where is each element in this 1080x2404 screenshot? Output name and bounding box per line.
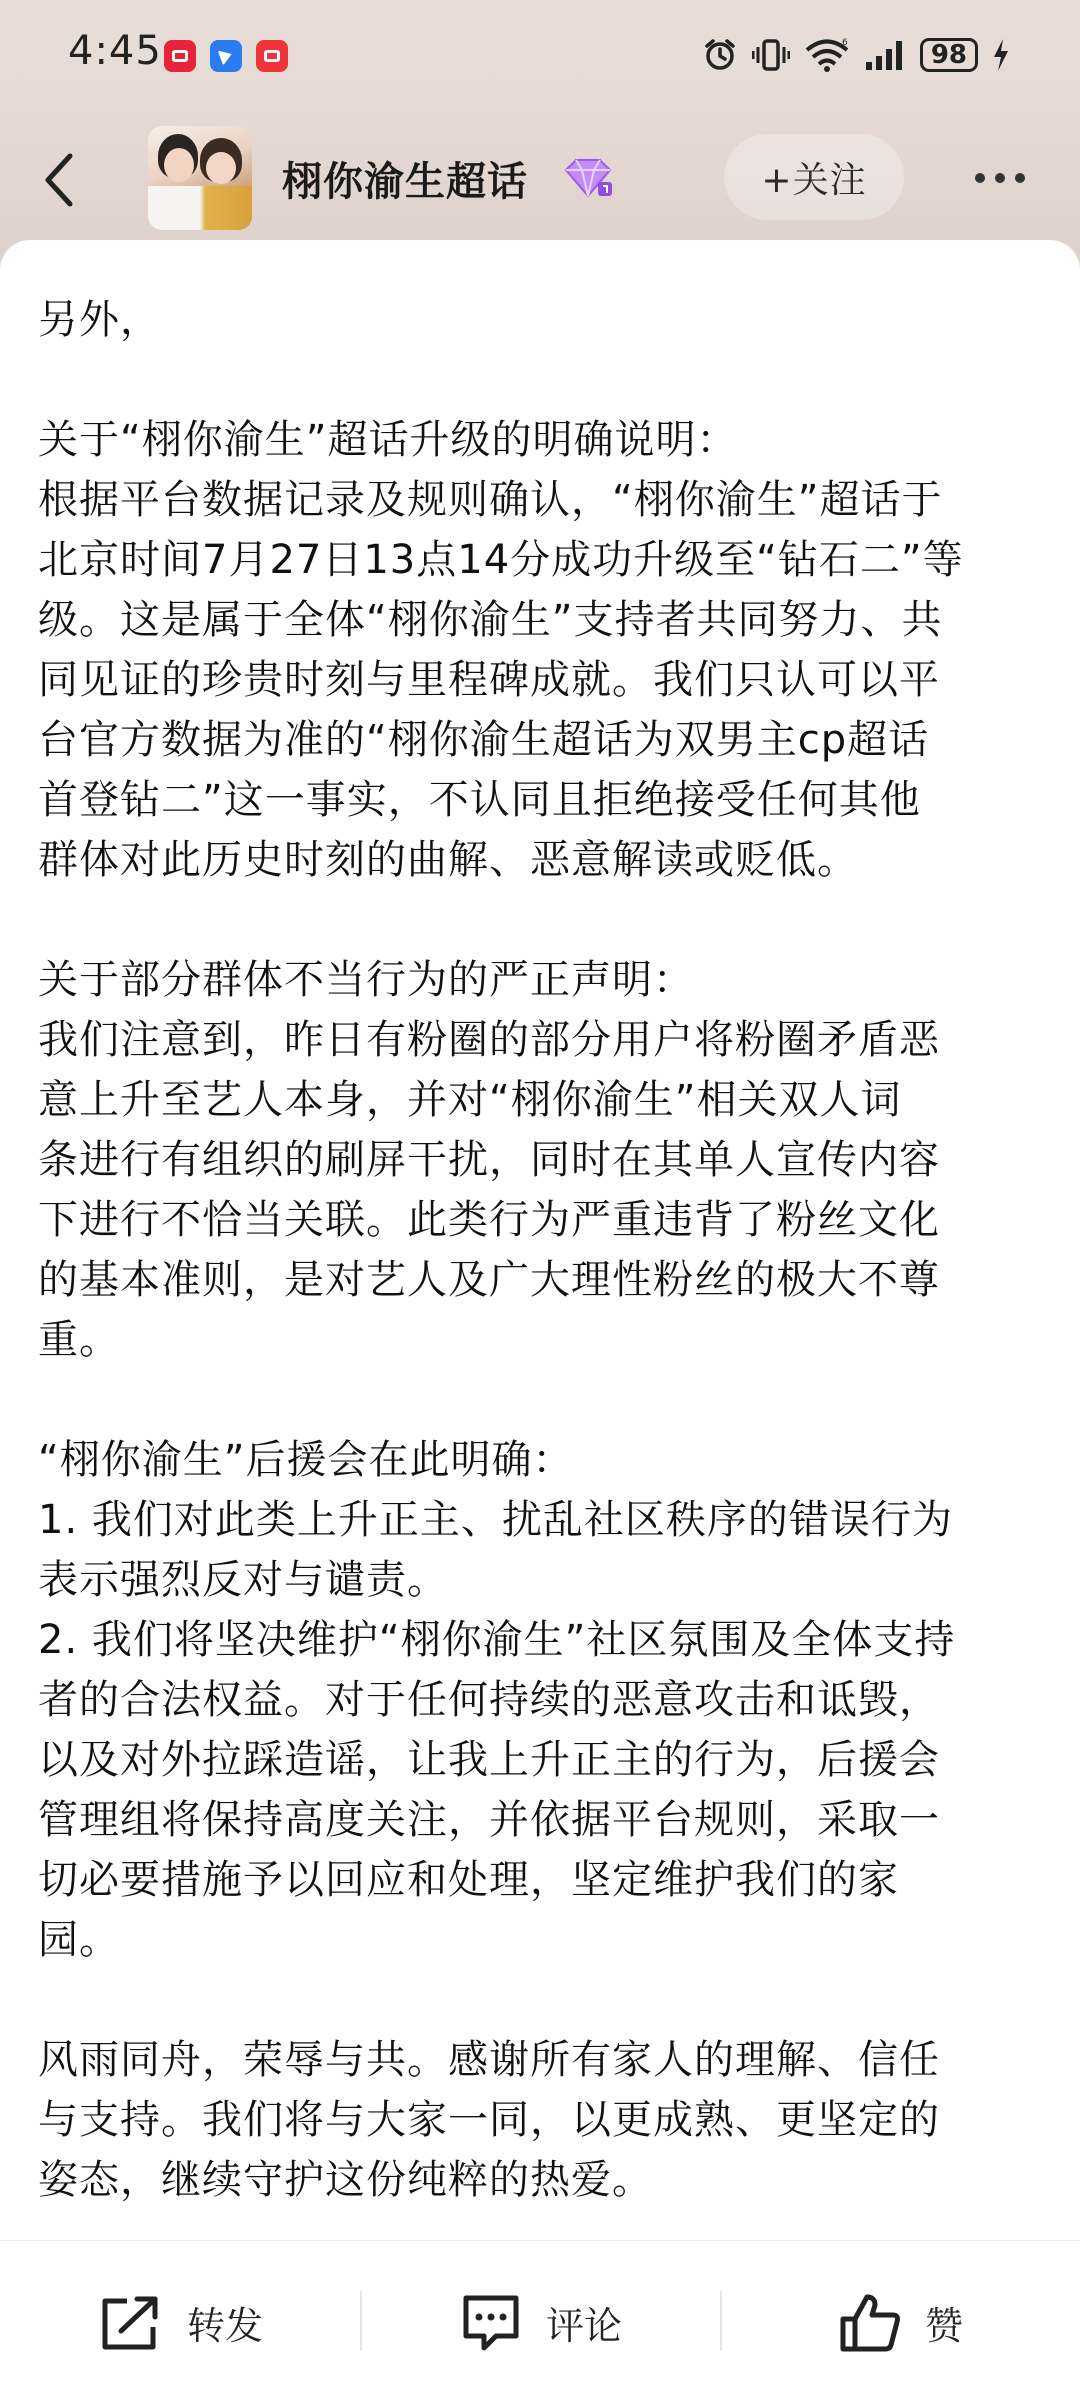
post-text-line: 下进行不恰当关联。此类行为严重违背了粉丝文化 xyxy=(38,1197,940,1243)
repost-label: 转发 xyxy=(186,2304,263,2348)
post-text-line: 级。这是属于全体“栩你渝生”支持者共同努力、共 xyxy=(38,597,943,643)
post-text-line: 园。 xyxy=(38,1917,120,1963)
post-card xyxy=(0,240,1080,2240)
paragraph-gap xyxy=(38,350,1048,410)
post-text-line: 关于部分群体不当行为的严正声明： xyxy=(38,957,694,1003)
post-text-line: 同见证的珍贵时刻与里程碑成就。我们只认可以平 xyxy=(38,657,940,703)
status-icons xyxy=(702,30,1010,80)
huawei-app-icon xyxy=(164,40,196,72)
post-text-line: 切必要措施予以回应和处理，坚定维护我们的家 xyxy=(38,1857,899,1903)
chevron-left-icon xyxy=(40,150,80,210)
like-label: 赞 xyxy=(924,2304,963,2348)
paragraph-gap xyxy=(38,1970,1048,2030)
repost-button[interactable] xyxy=(0,2241,360,2404)
share-arrow-icon xyxy=(97,2293,165,2353)
more-dots-icon xyxy=(975,173,985,183)
vibrate-icon xyxy=(752,37,790,73)
like-button[interactable] xyxy=(720,2241,1080,2404)
status-time: 4:45 xyxy=(68,28,162,74)
post-text-line: 与支持。我们将与大家一同，以更成熟、更坚定的 xyxy=(38,2097,940,2143)
battery-indicator: 98 xyxy=(920,38,978,72)
message-app-icon xyxy=(210,40,242,72)
post-text-line: 1. 我们对此类上升正主、扰乱社区秩序的错误行为 xyxy=(38,1497,953,1543)
follow-button[interactable]: +关注 xyxy=(724,134,904,220)
comment-button[interactable] xyxy=(360,2241,720,2404)
charging-icon xyxy=(992,38,1010,72)
diamond-level-icon xyxy=(562,156,614,200)
topic-avatar[interactable] xyxy=(148,126,252,230)
notification-app-icon xyxy=(256,40,288,72)
post-text-line: 首登钻二”这一事实，不认同且拒绝接受任何其他 xyxy=(38,777,921,823)
post-text-line: 者的合法权益。对于任何持续的恶意攻击和诋毁， xyxy=(38,1677,940,1723)
post-text-line: 表示强烈反对与谴责。 xyxy=(38,1557,448,1603)
topic-header xyxy=(0,120,1080,240)
post-text-line: 姿态，继续守护这份纯粹的热爱。 xyxy=(38,2157,653,2203)
post-text-line: 另外， xyxy=(38,297,161,343)
comment-label: 评论 xyxy=(545,2304,622,2348)
post-body xyxy=(38,290,1048,2210)
paragraph-gap xyxy=(38,890,1048,950)
post-text-line: 2. 我们将坚决维护“栩你渝生”社区氛围及全体支持 xyxy=(38,1617,956,1663)
post-text-line: 群体对此历史时刻的曲解、恶意解读或贬低。 xyxy=(38,837,858,883)
status-bar xyxy=(0,0,1080,110)
paragraph-gap xyxy=(38,1370,1048,1430)
topic-title[interactable]: 栩你渝生超话 xyxy=(282,159,528,205)
svg-text:6: 6 xyxy=(841,38,848,48)
more-button[interactable] xyxy=(960,150,1040,206)
post-text-line: 意上升至艺人本身，并对“栩你渝生”相关双人词 xyxy=(38,1077,902,1123)
post-text-line: 关于“栩你渝生”超话升级的明确说明： xyxy=(38,417,738,463)
comment-bubble-icon xyxy=(458,2292,524,2354)
action-bar xyxy=(0,2240,1080,2404)
post-text-line: 台官方数据为准的“栩你渝生超话为双男主cp超话 xyxy=(38,717,930,763)
signal-icon xyxy=(864,38,906,72)
alarm-icon xyxy=(702,37,738,73)
post-text-line: 管理组将保持高度关注，并依据平台规则，采取一 xyxy=(38,1797,940,1843)
post-text-line: 风雨同舟，荣辱与共。感谢所有家人的理解、信任 xyxy=(38,2037,940,2083)
back-button[interactable] xyxy=(30,140,90,220)
post-text-line: 的基本准则，是对艺人及广大理性粉丝的极大不尊 xyxy=(38,1257,940,1303)
thumbs-up-icon xyxy=(837,2291,903,2355)
post-text-line: 根据平台数据记录及规则确认，“栩你渝生”超话于 xyxy=(38,477,943,523)
post-text-line: 我们注意到，昨日有粉圈的部分用户将粉圈矛盾恶 xyxy=(38,1017,940,1063)
post-text-line: 北京时间7月27日13点14分成功升级至“钻石二”等 xyxy=(38,537,964,583)
post-text-line: 条进行有组织的刷屏干扰，同时在其单人宣传内容 xyxy=(38,1137,940,1183)
post-text-line: 重。 xyxy=(38,1317,120,1363)
post-text-line: “栩你渝生”后援会在此明确： xyxy=(38,1437,574,1483)
post-text-line: 以及对外拉踩造谣，让我上升正主的行为，后援会 xyxy=(38,1737,940,1783)
wifi-icon xyxy=(804,37,850,73)
